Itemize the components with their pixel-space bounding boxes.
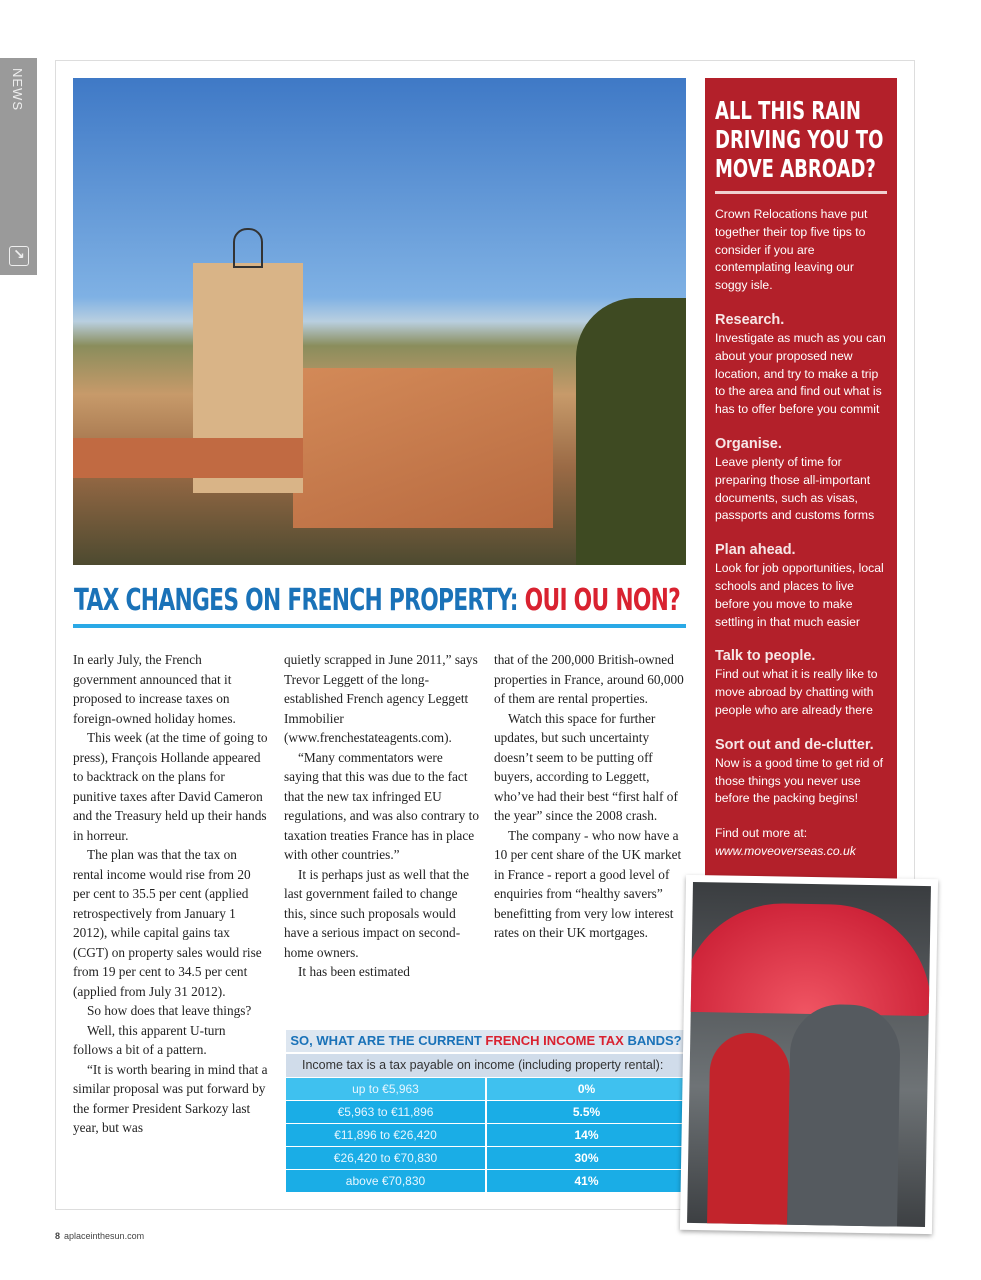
article-column-1 <box>73 650 268 1138</box>
band-range: €5,963 to €11,896 <box>337 1104 434 1119</box>
paragraph: that of the 200,000 British-owned properties in France, around 60,000 of them are rental properties. <box>494 652 684 706</box>
band-rate: 41% <box>485 1170 686 1193</box>
band-range: up to €5,963 <box>352 1081 419 1096</box>
headline-container <box>74 583 682 623</box>
paragraph: “Many commentators were saying that this was due to the fact that the new tax infringed EU regulations, and was also contrary to taxation treaties France has in place with other countries.” <box>284 749 479 862</box>
band-rate: 30% <box>485 1147 686 1170</box>
headline-main: TAX CHANGES ON FRENCH PROPERTY: <box>74 583 518 618</box>
band-rate: 0% <box>485 1078 686 1101</box>
village-photo <box>73 78 686 565</box>
sidebar-title: ALL THIS RAIN DRIVING YOU TO MOVE ABROAD? <box>715 96 884 183</box>
paragraph: Watch this space for further updates, but such uncertainty doesn’t seem to be putting off buyers, according to Leggett, who’ve had their best “first half of the year” since the 2008 crash. <box>494 710 678 823</box>
section-tab-news <box>0 58 37 275</box>
tips-sidebar <box>705 78 897 883</box>
paragraph: The plan was that the tax on rental income would rise from 20 per cent to 35.5 per cent (applied retrospectively from January 1 2012), while capital gains tax (CGT) on property sales would rise from 19 per cent to 34.5 per cent (applied from July 31 2012). <box>73 847 262 999</box>
tip-heading: Sort out and de-clutter. <box>715 736 874 753</box>
paragraph: In early July, the French government announced that it proposed to increase taxes on foreign-owned holiday homes. <box>73 652 236 726</box>
tip-text: Find out what it is really like to move abroad by chatting with people who are already there <box>715 667 878 717</box>
paragraph: quietly scrapped in June 2011,” says Trevor Leggett of the long-established French agency Leggett Immobilier (www.frenchestateagents.com). <box>284 652 478 745</box>
band-range: above €70,830 <box>345 1173 426 1188</box>
paragraph: The company - who now have a 10 per cent share of the UK market in France - report a good level of enquiries from “healthy savers” benefitting from very low interest rates on their UK mortgages. <box>494 827 682 940</box>
table-row <box>286 1101 686 1124</box>
table-subtitle: Income tax is a tax payable on income (including property rental): <box>286 1054 686 1077</box>
paragraph: It is perhaps just as well that the last government failed to change this, since such proposals would have a serious impact on second-home owners. <box>284 866 469 960</box>
paragraph: “It is worth bearing in mind that a similar proposal was put forward by the former President Sarkozy last year, but was <box>73 1061 268 1135</box>
band-range: €11,896 to €26,420 <box>334 1127 437 1142</box>
band-range: €26,420 to €70,830 <box>333 1150 438 1165</box>
tip-heading: Research. <box>715 311 785 328</box>
band-rate: 14% <box>485 1124 686 1147</box>
tip-text: Look for job opportunities, local schools and places to live before you move to make settling in that much easier <box>715 561 884 629</box>
site-name: aplaceinthesun.com <box>64 1231 145 1241</box>
find-more-link[interactable]: www.moveoverseas.co.uk <box>715 843 856 858</box>
title-part: SO, WHAT ARE THE CURRENT <box>290 1033 486 1048</box>
table-row <box>286 1078 686 1101</box>
divider <box>715 191 887 194</box>
tip-heading: Talk to people. <box>715 648 816 665</box>
arrow-down-right-icon: ↘ <box>9 246 29 266</box>
article-column-3 <box>494 650 684 943</box>
sidebar-intro: Crown Relocations have put together their top five tips to consider if you are contemplating leaving our soggy isle. <box>715 207 868 293</box>
headline-accent: OUI OU NON? <box>524 583 681 618</box>
paragraph: It has been estimated <box>298 964 410 979</box>
page-footer <box>55 1231 144 1241</box>
table-title <box>286 1030 686 1052</box>
headline-rule <box>73 624 686 628</box>
page-number: 8 <box>55 1231 61 1241</box>
tax-bands-table <box>286 1030 686 1192</box>
tip-text: Leave plenty of time for preparing those all-important documents, such as visas, passports and customs forms <box>715 454 875 523</box>
tip-heading: Organise. <box>715 435 782 452</box>
tip-text: Now is a good time to get rid of those things you never use before the packing begins! <box>715 755 884 806</box>
tip-heading: Plan ahead. <box>715 542 796 559</box>
paragraph: So how does that leave things? <box>87 1003 252 1018</box>
paragraph: Well, this apparent U-turn follows a bit of a pattern. <box>73 1022 226 1057</box>
band-rate: 5.5% <box>485 1101 686 1124</box>
couple-umbrella-photo <box>680 875 938 1234</box>
article-column-2 <box>284 650 479 982</box>
section-label: NEWS <box>10 68 25 111</box>
find-more-label: Find out more at: <box>715 826 808 841</box>
table-row <box>286 1147 686 1170</box>
title-part: FRENCH INCOME TAX <box>485 1033 624 1048</box>
article-headline <box>74 583 680 618</box>
table-row <box>286 1170 686 1193</box>
tip-text: Investigate as much as you can about your proposed new location, and try to make a trip to the area and find out what is has to offer before you commit <box>715 330 886 417</box>
title-part: BANDS? <box>623 1033 682 1048</box>
table-row <box>286 1124 686 1147</box>
paragraph: This week (at the time of going to press), François Hollande appeared to backtrack on the plans for punitive taxes after David Cameron and the Treasury held up their hands in horreur. <box>73 730 268 843</box>
